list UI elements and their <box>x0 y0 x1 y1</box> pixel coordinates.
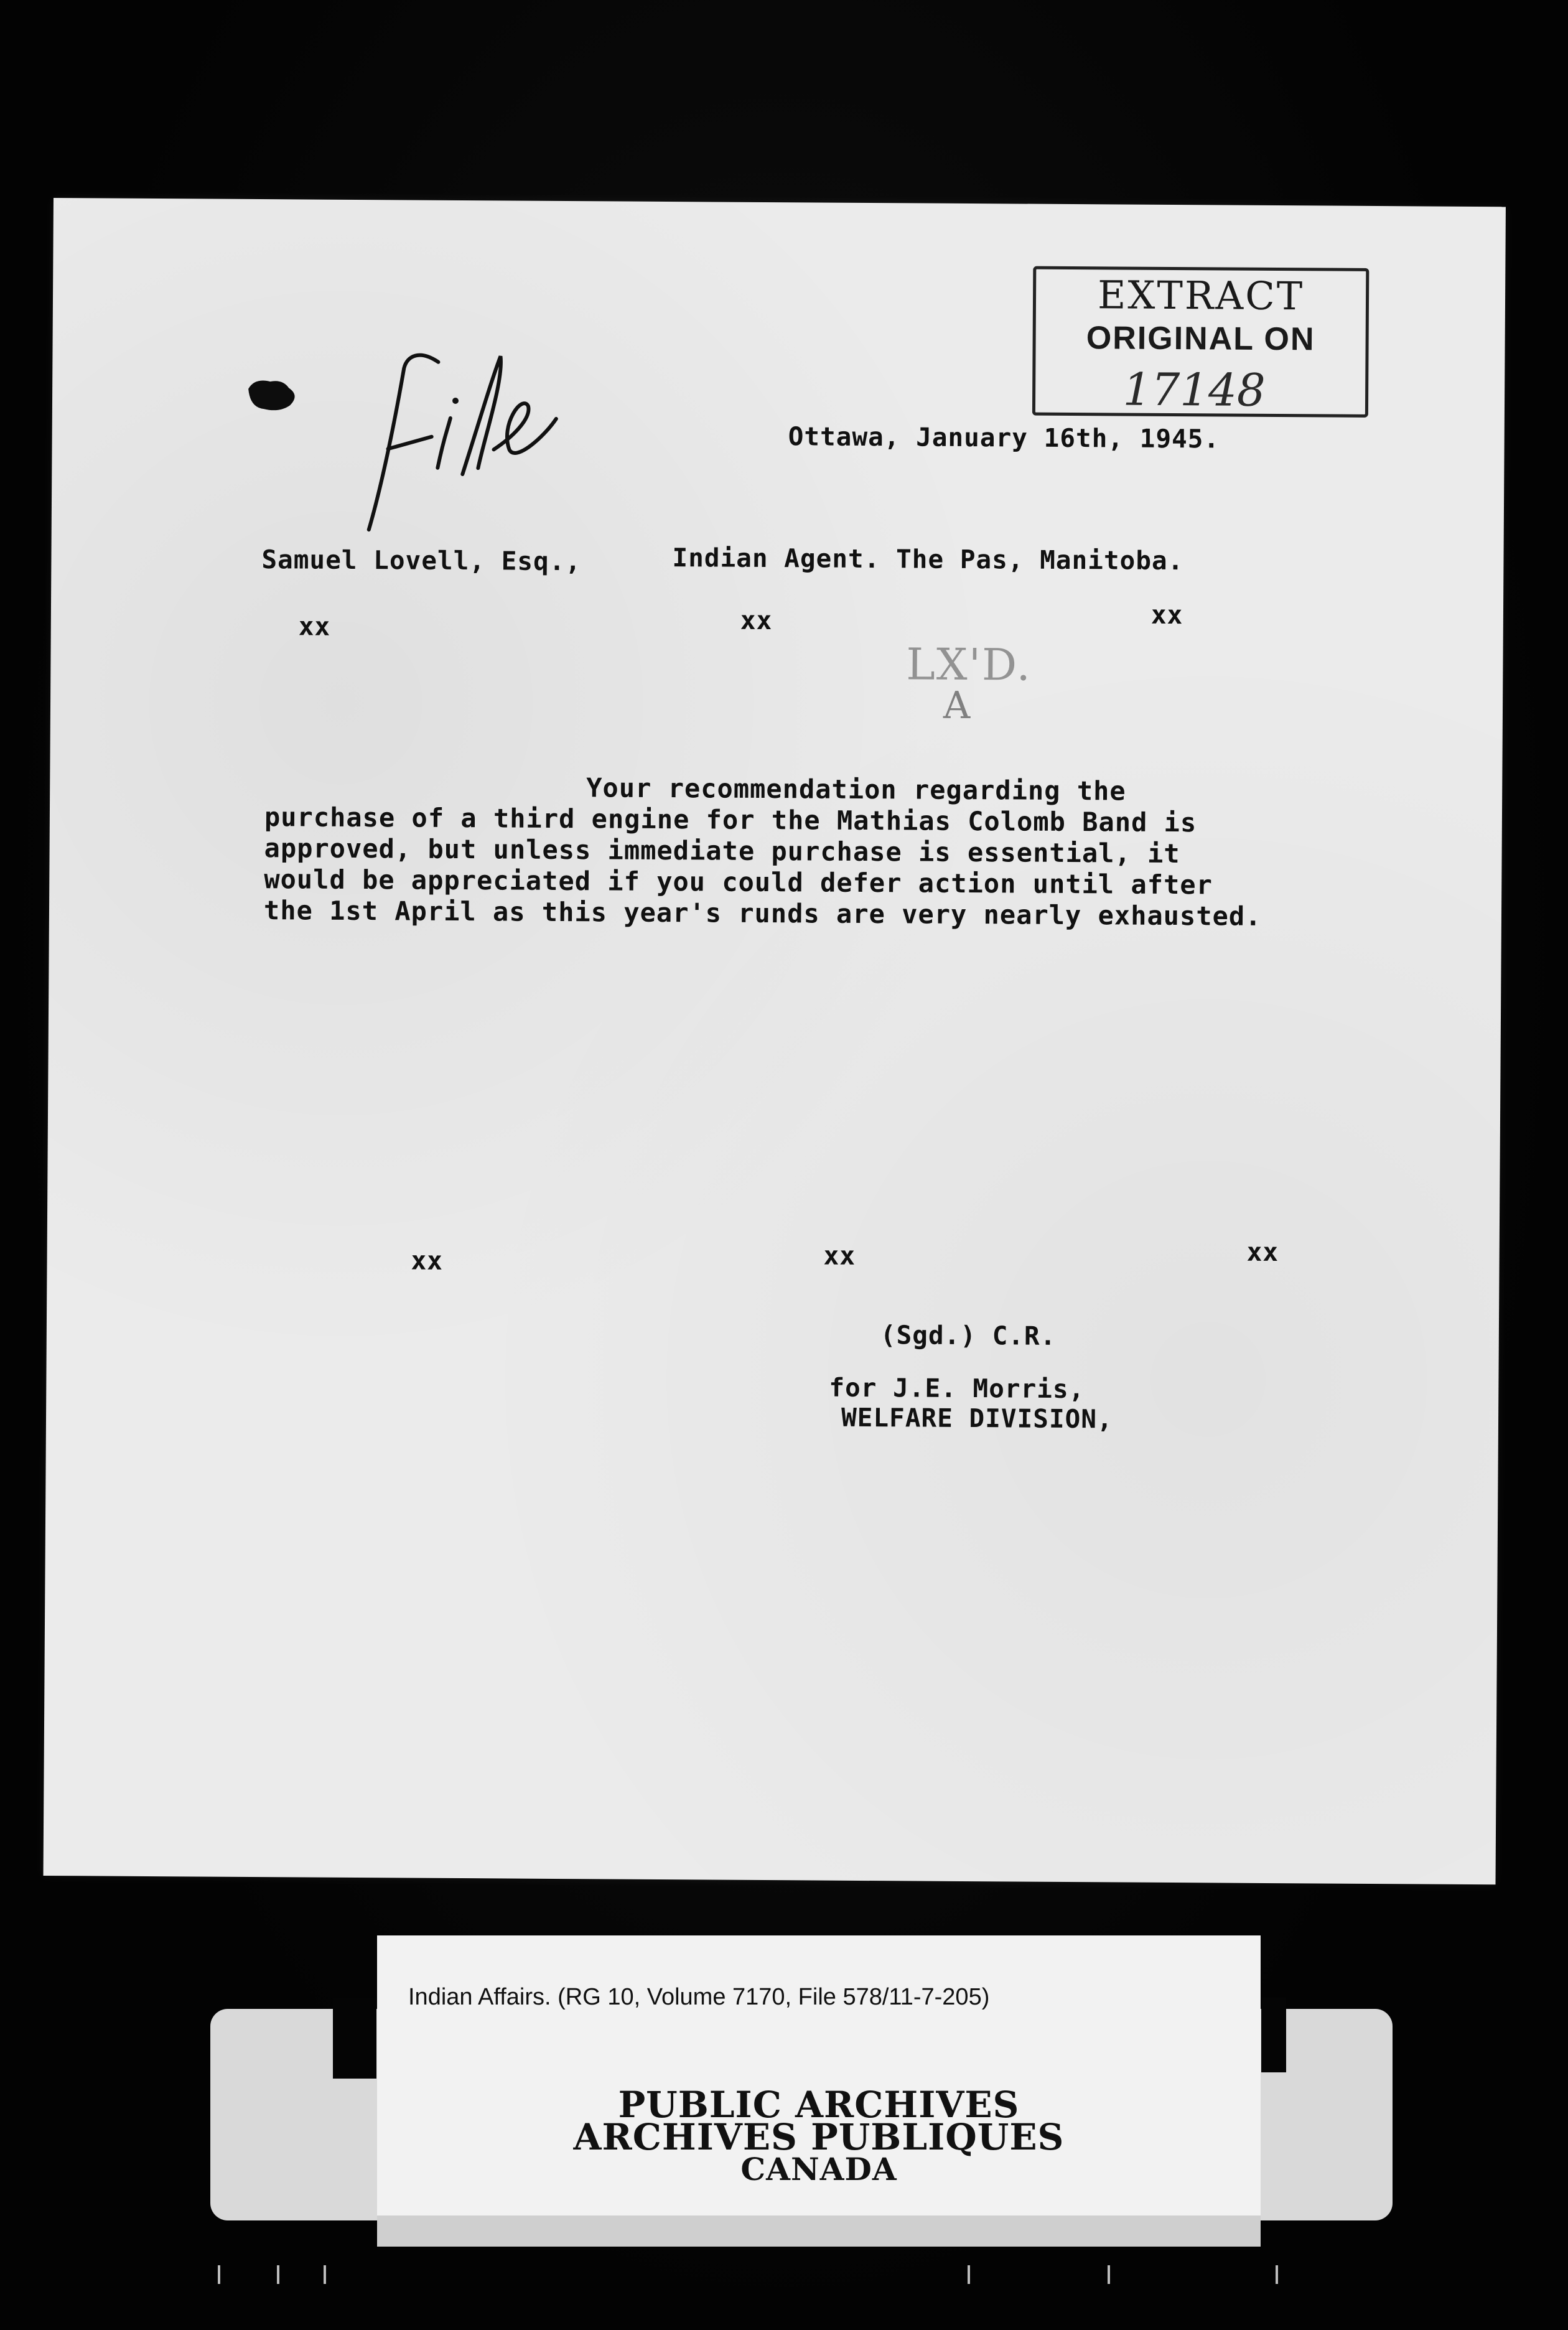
archive-stamp-line: CANADA <box>740 2151 897 2187</box>
film-edge-mark <box>277 2265 279 2284</box>
ink-blot-mark <box>245 377 301 414</box>
handwritten-file-note <box>344 343 569 543</box>
date-line: Ottawa, January 16th, 1945. <box>788 421 1220 454</box>
film-edge-mark <box>968 2265 970 2284</box>
card-holder-notch <box>1261 1998 1286 2072</box>
letter-page <box>44 198 1506 1884</box>
stamp-title: EXTRACT <box>1097 272 1305 319</box>
stamp-file-number: 17148 <box>1122 363 1266 416</box>
omission-mark: xx <box>1150 599 1183 630</box>
body-line: approved, but unless immediate purchase is essential, it <box>264 833 1180 869</box>
received-stamp <box>906 639 1081 746</box>
film-edge-mark <box>324 2265 326 2284</box>
omission-mark: xx <box>298 611 331 642</box>
omission-mark: xx <box>823 1240 856 1271</box>
addressee-title: Indian Agent. The Pas, Manitoba. <box>672 543 1184 576</box>
card-holder-notch <box>333 1998 376 2079</box>
body-line: would be appreciated if you could defer action until after <box>264 864 1213 901</box>
archive-stamp-line: PUBLIC ARCHIVES <box>618 2084 1020 2126</box>
omission-mark: xx <box>1246 1237 1279 1268</box>
film-edge-mark <box>1276 2265 1278 2284</box>
signature-for: for J.E. Morris, <box>829 1372 1085 1405</box>
omission-mark: xx <box>411 1245 444 1276</box>
stamp-subtitle: ORIGINAL ON <box>1086 320 1315 358</box>
signature-division: WELFARE DIVISION, <box>841 1402 1113 1434</box>
body-line: Your recommendation regarding the <box>586 772 1126 807</box>
received-stamp-sub: A <box>943 683 971 728</box>
received-stamp-text: LX'D. <box>906 639 1032 691</box>
film-edge-mark <box>1108 2265 1110 2284</box>
omission-mark: xx <box>740 605 773 636</box>
card-holder-base <box>377 2215 1261 2247</box>
archive-reference: Indian Affairs. (RG 10, Volume 7170, File 578/11-7-205) <box>408 1984 990 2010</box>
signature-line: (Sgd.) C.R. <box>880 1320 1057 1351</box>
body-line: the 1st April as this year's runds are very nearly exhausted. <box>263 895 1262 932</box>
body-line: purchase of a third engine for the Mathias Colomb Band is <box>264 802 1197 838</box>
film-edge-mark <box>218 2265 220 2284</box>
archive-stamp-line: ARCHIVES PUBLIQUES <box>573 2116 1065 2158</box>
addressee-name: Samuel Lovell, Esq., <box>261 545 582 577</box>
extract-stamp <box>1032 266 1369 418</box>
archive-reference-card <box>377 1935 1261 2240</box>
